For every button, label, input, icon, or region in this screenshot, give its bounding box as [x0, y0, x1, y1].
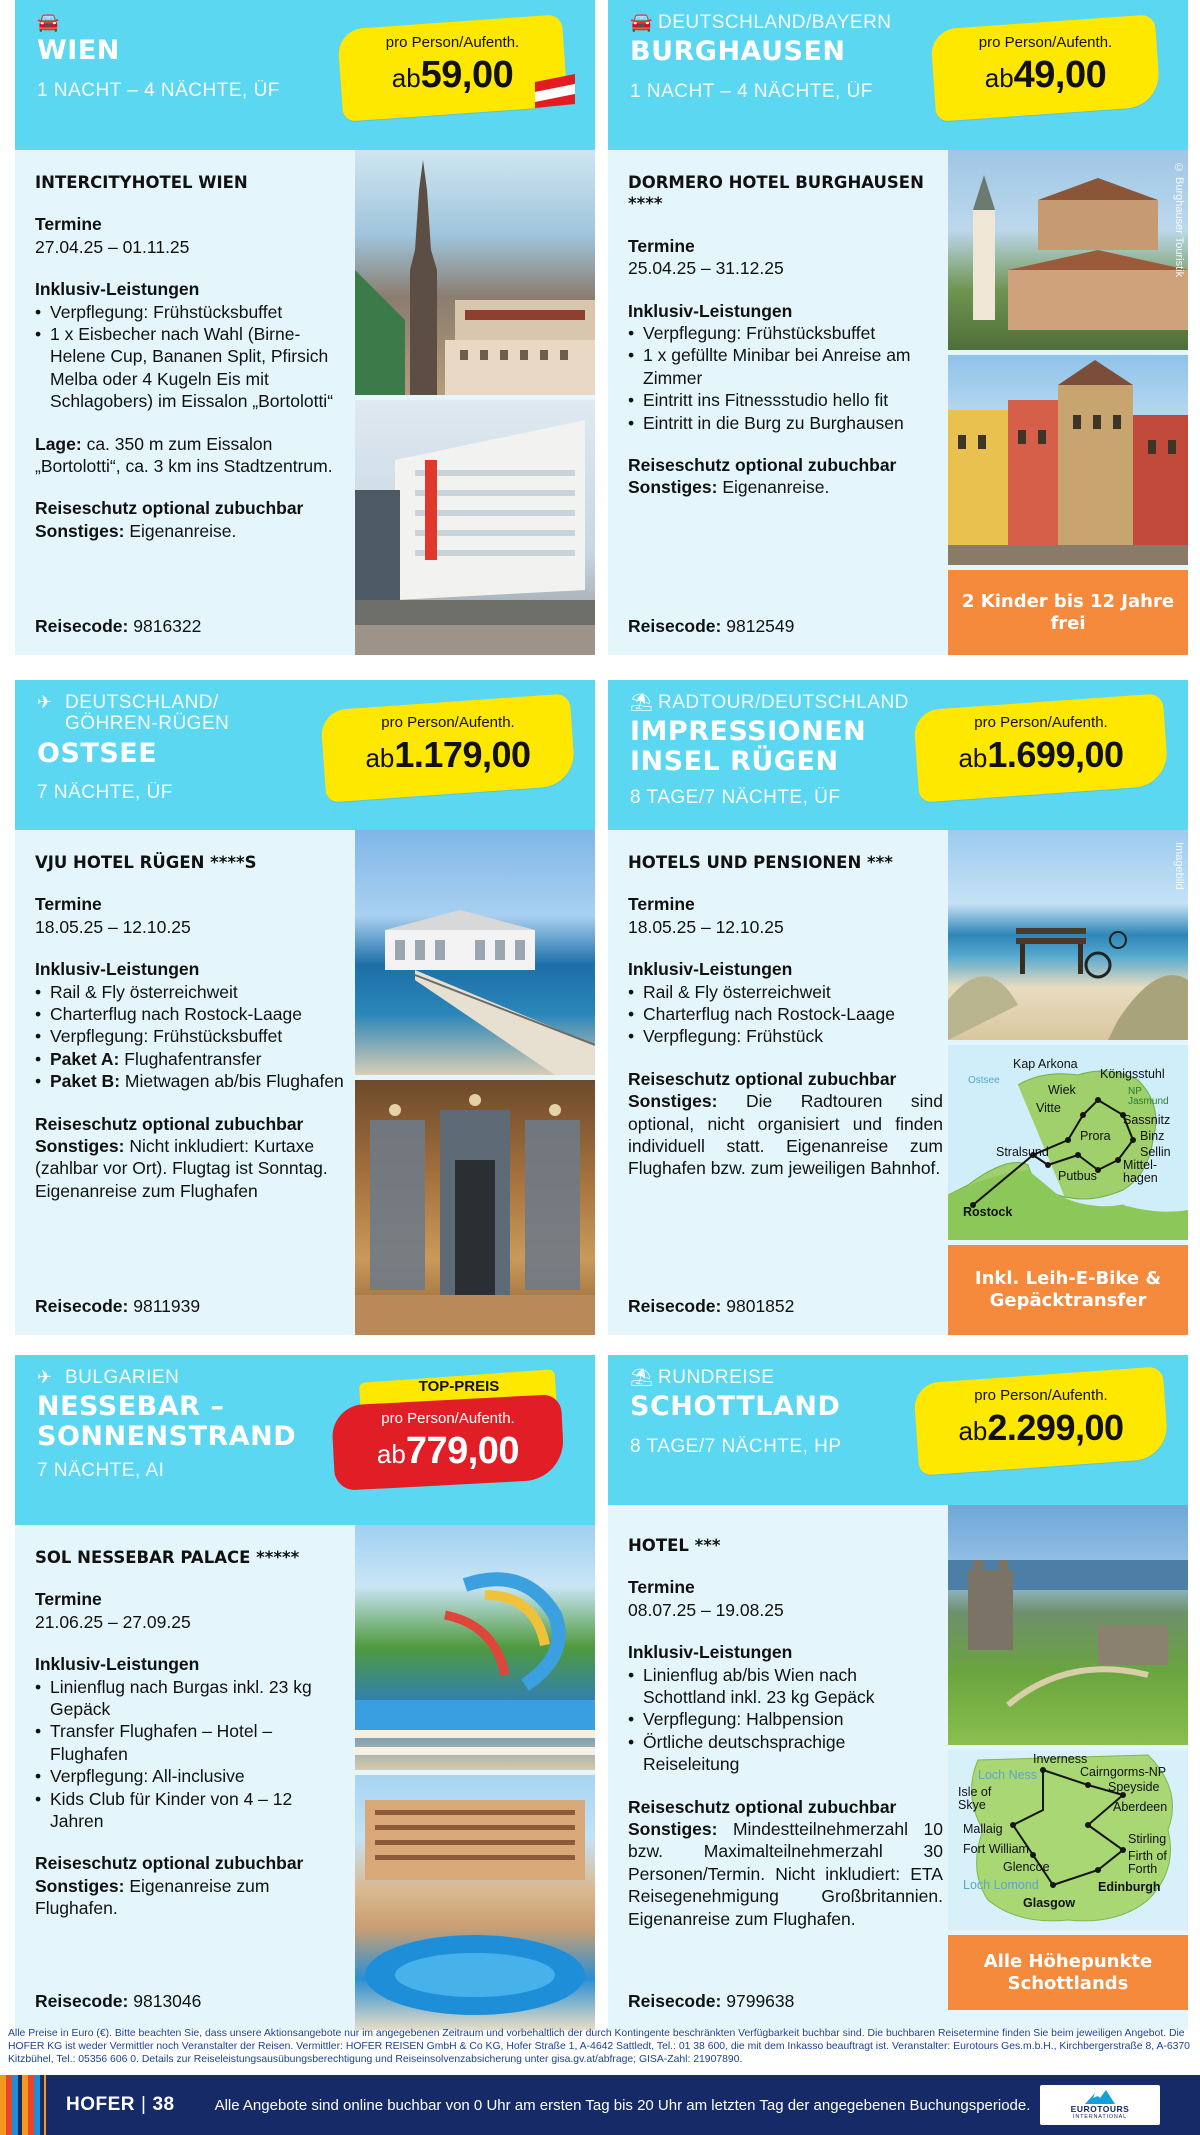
map-label: Sellin [1140, 1145, 1171, 1159]
inclusive-item: • Paket B: Mietwagen ab/bis Flughafen [35, 1070, 350, 1092]
highlights-badge: Alle Höhepunkte Schottlands [948, 1935, 1188, 2010]
mountain-icon [1085, 2090, 1115, 2104]
ruegen-route-map [948, 1045, 1188, 1240]
map-label: Loch Ness [978, 1768, 1038, 1782]
inclusive-item: • Verpflegung: Frühstücksbuffet [35, 1025, 350, 1047]
spa-photo [355, 1080, 595, 1335]
map-label: Wiek [1048, 1083, 1076, 1097]
price-label: pro Person/Aufenth. [381, 714, 515, 731]
inclusive-item: • Charterflug nach Rostock-Laage [35, 1003, 350, 1025]
price-value: 779,00 [405, 1430, 520, 1472]
hotel-name: VJU HOTEL RÜGEN ****S [35, 853, 257, 872]
termine-value: 18.05.25 – 12.10.25 [628, 916, 784, 937]
price-sticker [916, 702, 1166, 794]
termine-label: Termine [628, 894, 695, 915]
offer-title: BURGHAUSEN [630, 36, 846, 68]
reisecode: Reisecode: 9811939 [35, 1296, 201, 1316]
price-sticker [340, 22, 565, 114]
reisecode-value: 9799638 [726, 1991, 795, 2011]
inclusive-item: • Eintritt in die Burg zu Burghausen [628, 412, 943, 434]
sonstiges-value: Nicht inkludiert: Kurtaxe (zahlbar vor Ort). Flugtag ist Sonntag. Eigenanreise zum Flughafen [35, 1135, 328, 1201]
reiseschutz-label: Reiseschutz optional zubuchbar [35, 1853, 304, 1874]
page-footer [0, 2075, 1200, 2135]
offer-subtitle: 7 NÄCHTE, AI [37, 1459, 165, 1481]
inclusive-list [35, 1676, 350, 1833]
inclusive-item: • Charterflug nach Rostock-Laage [628, 1003, 943, 1025]
brand-page: HOFER | 38 [66, 2094, 175, 2115]
offer-images [355, 830, 595, 1335]
inclusive-label: Inklusiv-Leistungen [628, 300, 793, 321]
map-label: Stirling [1128, 1832, 1167, 1846]
inclusive-label: Inklusiv-Leistungen [35, 1654, 200, 1675]
inclusive-list [35, 301, 350, 413]
map-label: Ostsee [968, 1075, 1000, 1086]
inclusive-item: • 1 x Eisbecher nach Wahl (Birne-Helene Cup, Bananen Split, Pfirsich Melba oder 4 Kugeln Eis mit Schlagobers) im Eissalon „Bortolotti“ [35, 323, 350, 413]
hotel-name: HOTELS UND PENSIONEN *** [628, 853, 893, 872]
reiseschutz-label: Reiseschutz optional zubuchbar [628, 1796, 897, 1817]
reisecode-value: 9816322 [133, 616, 202, 636]
offer-kicker: ✈ BULGARIEN [37, 1367, 180, 1388]
offer-card-nessebar[interactable] [15, 1355, 595, 2010]
termine-label: Termine [35, 1589, 102, 1610]
price-sticker [333, 1380, 563, 1485]
reiseschutz-label: Reiseschutz optional zubuchbar [35, 1113, 304, 1134]
inclusive-item: • Verpflegung: All-inclusive [35, 1765, 350, 1787]
palm-icon: ⛱ [630, 692, 654, 712]
offer-title: IMPRESSIONEN INSEL RÜGEN [630, 716, 867, 777]
map-label: Loch Lomond [963, 1878, 1039, 1892]
price-value: 49,00 [1013, 54, 1107, 96]
map-label: Cairngorms-NP [1080, 1765, 1167, 1779]
inclusive-list [628, 981, 943, 1048]
offer-subtitle: 1 NACHT – 4 NÄCHTE, ÜF [37, 79, 280, 101]
top-price-label: TOP-PREIS [418, 1378, 500, 1395]
price-prefix: ab [365, 743, 395, 773]
lage-label: Lage: [35, 433, 82, 454]
inclusive-label: Inklusiv-Leistungen [628, 959, 793, 980]
offer-title: WIEN [37, 35, 120, 67]
inclusive-item: • Örtliche deutschsprachige Reiseleitung [628, 1731, 943, 1776]
offer-title: SCHOTTLAND [630, 1391, 841, 1423]
price-label: pro Person/Aufenth. [978, 34, 1113, 51]
offer-subtitle: 8 TAGE/7 NÄCHTE, ÜF [630, 786, 841, 808]
map-label: NP Jasmund [1128, 1086, 1169, 1107]
offer-images [355, 150, 595, 655]
inclusive-item: • Eintritt ins Fitnessstudio hello fit [628, 389, 943, 411]
offer-title: OSTSEE [37, 737, 158, 769]
inclusive-item: • 1 x gefüllte Minibar bei Anreise am Zimmer [628, 344, 943, 389]
plane-icon: ✈ [37, 1367, 53, 1387]
price-value: 1.699,00 [987, 734, 1124, 775]
map-label: Inverness [1033, 1752, 1088, 1766]
price-label: pro Person/Aufenth. [381, 1410, 515, 1427]
price-prefix: ab [958, 1416, 988, 1446]
inclusive-list [628, 322, 943, 434]
termine-label: Termine [628, 1577, 695, 1598]
map-label: Firth of Forth [1128, 1849, 1167, 1877]
sonstiges-value: Eigenanreise. [722, 477, 830, 498]
offer-kicker: ✈ DEUTSCHLAND/ GÖHREN-RÜGEN [37, 692, 230, 735]
offer-header [15, 0, 595, 150]
offer-subtitle: 7 NÄCHTE, ÜF [37, 782, 173, 804]
reiseschutz-label: Reiseschutz optional zubuchbar [35, 498, 304, 519]
inclusive-item: • Verpflegung: Halbpension [628, 1708, 943, 1730]
burghausen-town-photo [948, 355, 1188, 565]
kids-free-badge: 2 Kinder bis 12 Jahre frei [948, 570, 1188, 655]
inclusive-label: Inklusiv-Leistungen [35, 959, 200, 980]
map-label: Mallaig [963, 1822, 1003, 1836]
offer-kicker: ⛱ RUNDREISE [630, 1367, 775, 1388]
waterpark-photo [355, 1525, 595, 1770]
map-label: Kap Arkona [1013, 1057, 1078, 1071]
map-label: Binz [1140, 1129, 1165, 1143]
termine-label: Termine [35, 894, 102, 915]
car-icon: 🚘 [37, 12, 60, 32]
car-icon: 🚘 [630, 12, 653, 32]
price-value: 1.179,00 [394, 734, 531, 775]
burghausen-castle-photo [948, 150, 1188, 350]
offer-kicker: 🚘 DEUTSCHLAND/BAYERN [630, 12, 892, 33]
offer-images [948, 1505, 1188, 2030]
map-label: Speyside [1108, 1780, 1160, 1794]
map-label: Sassnitz [1123, 1113, 1171, 1127]
reisecode-value: 9813046 [133, 1991, 202, 2011]
reisecode-value: 9801852 [726, 1296, 795, 1316]
map-label: Vitte [1036, 1101, 1061, 1115]
beach-bench-photo [948, 830, 1188, 1040]
inclusive-item: • Paket A: Flughafentransfer [35, 1048, 350, 1070]
termine-label: Termine [35, 214, 102, 235]
offer-card-burghausen[interactable] [608, 0, 1188, 655]
map-label: Stralsund [996, 1145, 1049, 1159]
palm-icon: ⛱ [630, 1367, 654, 1387]
offer-images [948, 150, 1188, 655]
eurotours-logo: EUROTOURS INTERNATIONAL [1040, 2085, 1160, 2125]
offer-header [608, 1355, 1188, 1505]
booking-note: Alle Angebote sind online buchbar von 0 Uhr am ersten Tag bis 20 Uhr am letzten Tag der angegebenen Buchungsperiode. [214, 2096, 1031, 2114]
reisecode: Reisecode: 9801852 [628, 1296, 795, 1316]
sonstiges-label: Sonstiges: [628, 477, 718, 498]
inclusive-item: • Verpflegung: Frühstück [628, 1025, 943, 1047]
termine-value: 27.04.25 – 01.11.25 [35, 236, 190, 257]
inclusive-item: • Linienflug nach Burgas inkl. 23 kg Gepäck [35, 1676, 350, 1721]
sonstiges-label: Sonstiges: [35, 1875, 125, 1896]
price-label: pro Person/Aufenth. [385, 34, 520, 51]
pier-photo [355, 830, 595, 1075]
inclusive-item: • Verpflegung: Frühstücksbuffet [628, 322, 943, 344]
map-label: Prora [1080, 1129, 1111, 1143]
termine-value: 08.07.25 – 19.08.25 [628, 1599, 784, 1620]
inclusive-item: • Transfer Flughafen – Hotel – Flughafen [35, 1720, 350, 1765]
color-stripes [0, 2075, 46, 2135]
hotel-name: DORMERO HOTEL BURGHAUSEN **** [628, 173, 924, 214]
price-value: 2.299,00 [987, 1407, 1124, 1448]
map-label: Königsstuhl [1100, 1067, 1165, 1081]
price-prefix: ab [376, 1439, 406, 1469]
vienna-cathedral-photo [355, 150, 595, 395]
reisecode: Reisecode: 9799638 [628, 1991, 795, 2011]
price-label: pro Person/Aufenth. [974, 1387, 1108, 1404]
map-label: Glasgow [1023, 1896, 1076, 1910]
inclusive-list [628, 1664, 943, 1776]
offer-header [15, 680, 595, 830]
castle-ruin-photo [948, 1505, 1188, 1745]
inclusive-item: • Kids Club für Kinder von 4 – 12 Jahren [35, 1788, 350, 1833]
sonstiges-value: Mindestteilnehmerzahl 10 bzw. Maximalteilnehmerzahl 30 Personen/Termin. Nicht inkludiert: ETA Reisegenehmigung Großbritannien. Eigenanreise zum Flughafen. [628, 1818, 943, 1929]
plane-icon: ✈ [37, 692, 53, 712]
inclusive-item: • Rail & Fly österreichweit [35, 981, 350, 1003]
ebike-badge: Inkl. Leih-E-Bike & Gepäcktransfer [948, 1245, 1188, 1335]
map-label: Mittel-hagen [1123, 1158, 1158, 1186]
inclusive-list [35, 981, 350, 1093]
sonstiges-value: Eigenanreise. [129, 520, 237, 541]
map-label: Rostock [963, 1205, 1013, 1219]
map-label: Edinburgh [1098, 1880, 1161, 1894]
hotel-building-photo [355, 400, 595, 655]
reiseschutz-label: Reiseschutz optional zubuchbar [628, 1068, 897, 1089]
photo-credit: © Burghauser Touristik [1173, 162, 1185, 278]
price-prefix: ab [984, 63, 1014, 93]
price-sticker [323, 702, 573, 794]
sonstiges-label: Sonstiges: [35, 520, 125, 541]
sonstiges-value: Die Radtouren sind optional, nicht organisiert und finden individuell statt. Eigenanreise zum Flughafen bzw. zum jeweiligen Bahnhof. [628, 1091, 943, 1179]
inclusive-label: Inklusiv-Leistungen [35, 279, 200, 300]
offer-subtitle: 1 NACHT – 4 NÄCHTE, ÜF [630, 80, 873, 102]
scotland-route-map [948, 1750, 1188, 1930]
reisecode: Reisecode: 9816322 [35, 616, 202, 636]
offer-images [948, 830, 1188, 1335]
inclusive-item: • Rail & Fly österreichweit [628, 981, 943, 1003]
map-label: Glencoe [1003, 1860, 1050, 1874]
map-label: Fort William [963, 1842, 1029, 1856]
map-label: Isle of Skye [958, 1785, 992, 1813]
hotel-pool-photo [355, 1775, 595, 2030]
offer-images [355, 1525, 595, 2030]
offer-header [608, 0, 1188, 150]
page-number: 38 [152, 2094, 175, 2115]
offer-kicker: ⛱ RADTOUR/DEUTSCHLAND [630, 692, 909, 713]
termine-value: 25.04.25 – 31.12.25 [628, 258, 784, 279]
reisecode: Reisecode: 9813046 [35, 1991, 202, 2011]
map-label: Putbus [1058, 1169, 1097, 1183]
inclusive-item: • Linienflug ab/bis Wien nach Schottland inkl. 23 kg Gepäck [628, 1664, 943, 1709]
legal-text: Alle Preise in Euro (€). Bitte beachten Sie, dass unsere Aktionsangebote nur im angegebenen Zeitraum und vorbehaltlich der durch Kontingente beschränkten Verfügbarkeit buchbar sind. Die buchbaren Reisetermine finden Sie beim jeweiligen Angebot. Die HOFER KG ist weder Vermittler noch Veranstalter der Reisen. Vermittler: HOFER REISEN GmbH & Co KG, Hofer Straße 1, A-4642 Sattledt, Tel.: 01 38 600, die mit dem Inkasso beauftragt ist. Veranstalter: Eurotours Ges.m.b.H., Kirchbergerstraße 8, A-6370 Kitzbühel, Tel.: 05356 606 0. Details zur Reiseleistungsausübungsberechtigung und Reiseinsolvenzabsicherung unter gisa.gv.at/abfrage; GISA-Zahl: 21907890. [8, 2028, 1190, 2065]
reiseschutz-label: Reiseschutz optional zubuchbar [628, 455, 897, 475]
offer-subtitle: 8 TAGE/7 NÄCHTE, HP [630, 1435, 842, 1457]
price-sticker [916, 1375, 1166, 1467]
sonstiges-value: Eigenanreise zum Flughafen. [35, 1875, 270, 1919]
offer-card-wien[interactable] [15, 0, 595, 655]
lage-value: ca. 350 m zum Eissalon „Bortolotti“, ca. 3 km ins Stadtzentrum. [35, 433, 333, 476]
hotel-name: SOL NESSEBAR PALACE ***** [35, 1548, 300, 1567]
price-prefix: ab [958, 743, 988, 773]
offer-header [608, 680, 1188, 830]
sonstiges-label: Sonstiges: [35, 1135, 125, 1156]
brand-name: HOFER [66, 2094, 135, 2115]
hotel-name: INTERCITYHOTEL WIEN [35, 173, 248, 192]
termine-value: 18.05.25 – 12.10.25 [35, 916, 191, 937]
price-value: 59,00 [420, 54, 514, 96]
offer-header [15, 1355, 595, 1525]
offer-title: NESSEBAR – SONNENSTRAND [37, 1391, 297, 1452]
sonstiges-label: Sonstiges: [628, 1091, 718, 1112]
sonstiges-label: Sonstiges: [628, 1818, 718, 1839]
reisecode-value: 9811939 [133, 1296, 201, 1316]
photo-credit: Imagebild [1173, 842, 1185, 890]
inclusive-label: Inklusiv-Leistungen [628, 1642, 793, 1663]
reisecode: Reisecode: 9812549 [628, 616, 795, 636]
price-sticker [933, 22, 1158, 114]
hotel-name: HOTEL *** [628, 1536, 721, 1555]
termine-value: 21.06.25 – 27.09.25 [35, 1611, 191, 1632]
reisecode-value: 9812549 [726, 616, 795, 636]
offer-card-ruegen[interactable] [608, 680, 1188, 1335]
offer-card-ostsee[interactable] [15, 680, 595, 1335]
inclusive-item: • Verpflegung: Frühstücksbuffet [35, 301, 350, 323]
termine-label: Termine [628, 235, 695, 256]
offer-card-schottland[interactable] [608, 1355, 1188, 2010]
price-label: pro Person/Aufenth. [974, 714, 1108, 731]
map-label: Aberdeen [1113, 1800, 1168, 1814]
price-prefix: ab [391, 63, 421, 93]
